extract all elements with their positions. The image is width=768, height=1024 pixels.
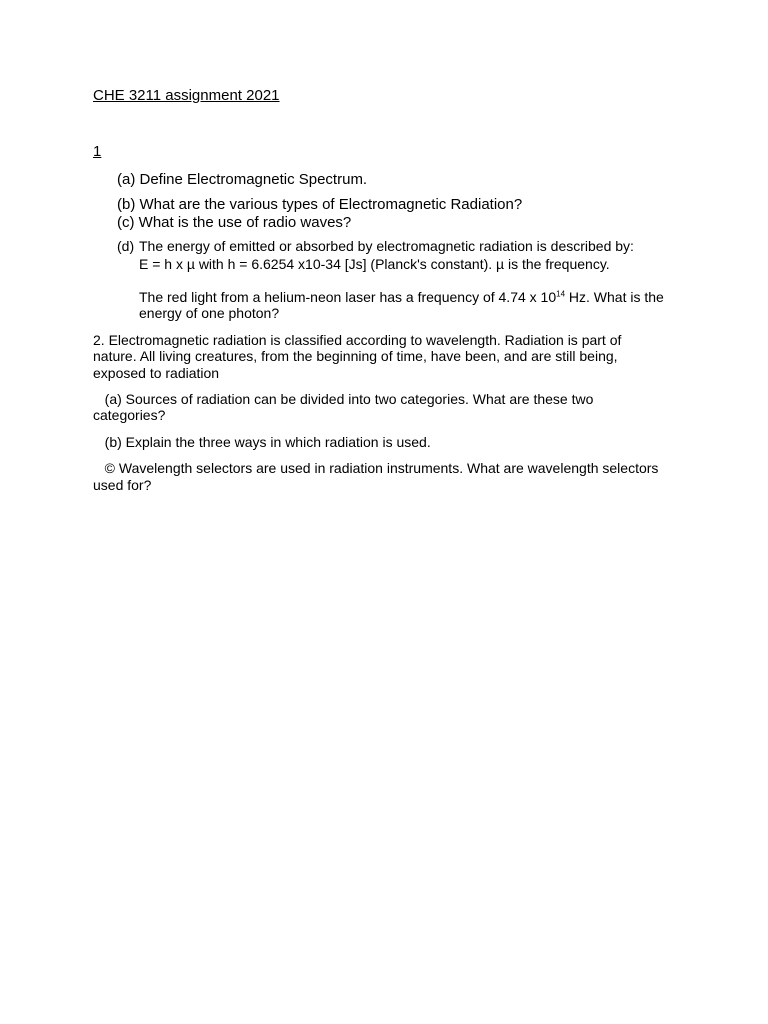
question-1d-line-1: The energy of emitted or absorbed by electromagnetic radiation is described by:	[139, 238, 634, 254]
question-1d-line-2: E = h x µ with h = 6.6254 x10-34 [Js] (Planck's constant). µ is the frequency.	[139, 256, 610, 272]
question-2-intro-line-3: exposed to radiation	[93, 365, 220, 381]
question-2c-line-2: used for?	[93, 477, 152, 493]
question-1-number: 1	[93, 143, 102, 160]
question-1d-line-3-text-end: Hz. What is the	[565, 289, 664, 305]
document-title: CHE 3211 assignment 2021	[93, 87, 280, 104]
question-1a: (a) Define Electromagnetic Spectrum.	[117, 171, 368, 188]
question-2c-line-1: © Wavelength selectors are used in radiation instruments. What are wavelength selectors	[93, 460, 659, 476]
question-2b: (b) Explain the three ways in which radiation is used.	[93, 434, 431, 450]
question-1b: (b) What are the various types of Electromagnetic Radiation?	[117, 196, 523, 213]
exponent-superscript: 14	[556, 289, 566, 299]
question-1d-line-4: energy of one photon?	[139, 305, 280, 321]
question-1d-line-3-text: The red light from a helium-neon laser has a frequency of 4.74 x 10	[139, 289, 557, 305]
question-2a-line-1: (a) Sources of radiation can be divided into two categories. What are these two	[93, 391, 594, 407]
question-2a-line-2: categories?	[93, 407, 166, 423]
question-1d-line-3	[139, 289, 664, 306]
question-1d-label: (d)	[117, 238, 135, 254]
question-2-intro-line-2: nature. All living creatures, from the beginning of time, have been, and are still being,	[93, 348, 618, 364]
question-1c: (c) What is the use of radio waves?	[117, 214, 352, 231]
question-2-intro-line-1: 2. Electromagnetic radiation is classified according to wavelength. Radiation is part of	[93, 332, 622, 348]
